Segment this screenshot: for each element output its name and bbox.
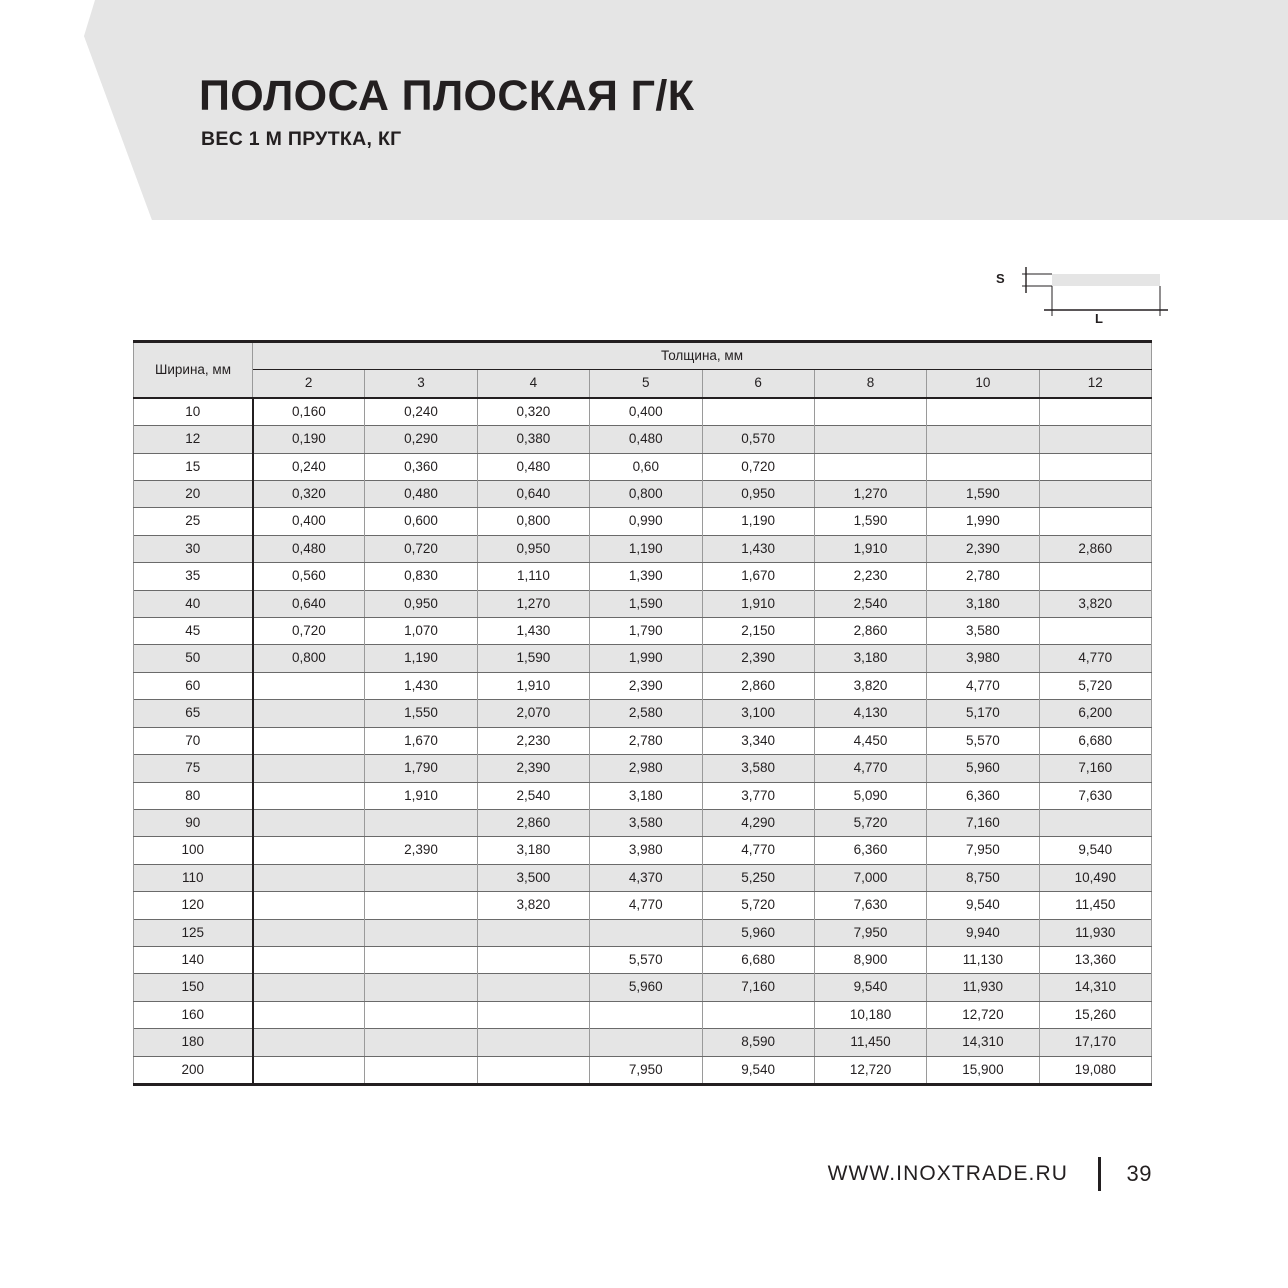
cell-weight: 0,570 bbox=[702, 426, 814, 453]
cell-width: 60 bbox=[134, 672, 253, 699]
cell-weight: 2,390 bbox=[927, 535, 1039, 562]
cell-width: 120 bbox=[134, 892, 253, 919]
cell-width: 125 bbox=[134, 919, 253, 946]
table-row bbox=[134, 837, 1152, 864]
cell-weight: 0,990 bbox=[590, 508, 702, 535]
cell-weight: 3,820 bbox=[814, 672, 926, 699]
cell-weight: 4,770 bbox=[590, 892, 702, 919]
cell-weight bbox=[927, 398, 1039, 426]
cell-weight bbox=[365, 864, 477, 891]
table-row bbox=[134, 453, 1152, 480]
cell-weight bbox=[365, 919, 477, 946]
weight-table-container bbox=[133, 340, 1152, 1086]
cell-weight bbox=[477, 1001, 589, 1028]
cell-weight: 4,770 bbox=[702, 837, 814, 864]
cell-width: 90 bbox=[134, 809, 253, 836]
table-row bbox=[134, 672, 1152, 699]
cell-weight: 1,110 bbox=[477, 563, 589, 590]
cell-weight: 3,770 bbox=[702, 782, 814, 809]
cell-weight: 0,60 bbox=[590, 453, 702, 480]
cell-weight bbox=[1039, 426, 1151, 453]
cell-weight: 5,720 bbox=[1039, 672, 1151, 699]
footer-divider bbox=[1098, 1157, 1101, 1191]
cell-weight: 2,390 bbox=[702, 645, 814, 672]
cell-weight: 4,370 bbox=[590, 864, 702, 891]
cell-weight: 7,950 bbox=[927, 837, 1039, 864]
cell-weight: 6,680 bbox=[702, 946, 814, 973]
cell-weight: 3,980 bbox=[927, 645, 1039, 672]
cell-weight bbox=[253, 946, 365, 973]
table-body bbox=[134, 398, 1152, 1085]
cell-weight: 5,570 bbox=[927, 727, 1039, 754]
cell-weight: 2,780 bbox=[590, 727, 702, 754]
cell-weight bbox=[253, 919, 365, 946]
cell-weight bbox=[253, 809, 365, 836]
cell-weight: 1,550 bbox=[365, 700, 477, 727]
cell-weight: 1,430 bbox=[702, 535, 814, 562]
cell-weight: 2,860 bbox=[1039, 535, 1151, 562]
cell-weight: 0,800 bbox=[253, 645, 365, 672]
cell-weight: 0,240 bbox=[365, 398, 477, 426]
cell-weight: 7,950 bbox=[814, 919, 926, 946]
table-head-row-group bbox=[134, 342, 1152, 370]
cell-weight: 0,240 bbox=[253, 453, 365, 480]
column-group-header-thickness: Толщина, мм bbox=[253, 342, 1152, 370]
cell-weight: 1,590 bbox=[477, 645, 589, 672]
cell-weight: 0,560 bbox=[253, 563, 365, 590]
cell-weight: 17,170 bbox=[1039, 1029, 1151, 1056]
cell-weight: 2,580 bbox=[590, 700, 702, 727]
cell-width: 150 bbox=[134, 974, 253, 1001]
column-header-thickness-10: 10 bbox=[927, 370, 1039, 398]
site-url: WWW.INOXTRADE.RU bbox=[827, 1162, 1069, 1185]
column-header-thickness-2: 2 bbox=[253, 370, 365, 398]
cell-weight: 1,430 bbox=[365, 672, 477, 699]
cell-weight bbox=[1039, 618, 1151, 645]
cell-weight: 11,930 bbox=[927, 974, 1039, 1001]
table-head-row-thickness bbox=[134, 370, 1152, 398]
cell-weight: 1,270 bbox=[477, 590, 589, 617]
cell-weight bbox=[702, 398, 814, 426]
cell-weight: 1,270 bbox=[814, 481, 926, 508]
cell-weight bbox=[1039, 453, 1151, 480]
cell-weight: 8,590 bbox=[702, 1029, 814, 1056]
cell-width: 35 bbox=[134, 563, 253, 590]
cell-weight bbox=[477, 974, 589, 1001]
cell-weight: 2,150 bbox=[702, 618, 814, 645]
table-row bbox=[134, 892, 1152, 919]
cell-weight: 7,160 bbox=[1039, 755, 1151, 782]
cell-weight: 15,260 bbox=[1039, 1001, 1151, 1028]
cell-width: 30 bbox=[134, 535, 253, 562]
cell-weight bbox=[253, 892, 365, 919]
column-header-thickness-6: 6 bbox=[702, 370, 814, 398]
cell-weight: 7,630 bbox=[814, 892, 926, 919]
cell-weight: 2,230 bbox=[477, 727, 589, 754]
cell-weight: 11,130 bbox=[927, 946, 1039, 973]
table-row bbox=[134, 919, 1152, 946]
cell-weight: 1,910 bbox=[365, 782, 477, 809]
cell-weight: 0,800 bbox=[477, 508, 589, 535]
flat-bar-dimension-diagram bbox=[990, 262, 1170, 332]
column-header-thickness-4: 4 bbox=[477, 370, 589, 398]
cell-weight: 2,390 bbox=[477, 755, 589, 782]
cell-weight bbox=[253, 837, 365, 864]
cell-weight: 11,450 bbox=[1039, 892, 1151, 919]
cell-weight: 1,910 bbox=[477, 672, 589, 699]
column-header-thickness-12: 12 bbox=[1039, 370, 1151, 398]
cell-weight: 3,340 bbox=[702, 727, 814, 754]
cell-weight: 19,080 bbox=[1039, 1056, 1151, 1084]
cell-weight bbox=[365, 809, 477, 836]
cell-weight: 1,590 bbox=[814, 508, 926, 535]
cell-weight: 1,070 bbox=[365, 618, 477, 645]
cell-weight: 0,160 bbox=[253, 398, 365, 426]
cell-weight: 11,930 bbox=[1039, 919, 1151, 946]
cell-weight: 0,950 bbox=[702, 481, 814, 508]
cell-width: 25 bbox=[134, 508, 253, 535]
cell-weight: 0,320 bbox=[253, 481, 365, 508]
cell-weight: 15,900 bbox=[927, 1056, 1039, 1084]
cell-weight: 0,600 bbox=[365, 508, 477, 535]
cell-width: 20 bbox=[134, 481, 253, 508]
bar-profile-shape bbox=[1052, 274, 1160, 286]
cell-weight: 0,950 bbox=[477, 535, 589, 562]
page-subtitle: ВЕС 1 М ПРУТКА, КГ bbox=[201, 127, 402, 150]
cell-weight: 9,540 bbox=[814, 974, 926, 1001]
cell-weight: 7,000 bbox=[814, 864, 926, 891]
cell-weight: 3,180 bbox=[927, 590, 1039, 617]
cell-weight: 14,310 bbox=[927, 1029, 1039, 1056]
cell-weight: 0,480 bbox=[477, 453, 589, 480]
cell-weight: 4,770 bbox=[814, 755, 926, 782]
table-row bbox=[134, 809, 1152, 836]
table-row bbox=[134, 782, 1152, 809]
cell-weight: 0,480 bbox=[590, 426, 702, 453]
cell-weight: 2,860 bbox=[814, 618, 926, 645]
cell-weight: 12,720 bbox=[814, 1056, 926, 1084]
cell-weight: 10,490 bbox=[1039, 864, 1151, 891]
table-row bbox=[134, 618, 1152, 645]
cell-weight: 7,630 bbox=[1039, 782, 1151, 809]
cell-weight: 0,480 bbox=[253, 535, 365, 562]
cell-weight: 0,480 bbox=[365, 481, 477, 508]
cell-weight: 0,400 bbox=[590, 398, 702, 426]
cell-weight: 3,820 bbox=[1039, 590, 1151, 617]
cell-weight: 1,190 bbox=[365, 645, 477, 672]
cell-weight: 1,790 bbox=[590, 618, 702, 645]
cell-weight: 3,580 bbox=[927, 618, 1039, 645]
table-row bbox=[134, 590, 1152, 617]
cell-weight: 9,540 bbox=[702, 1056, 814, 1084]
cell-weight bbox=[1039, 398, 1151, 426]
cell-weight: 1,990 bbox=[590, 645, 702, 672]
cell-weight bbox=[365, 892, 477, 919]
cell-weight bbox=[365, 946, 477, 973]
cell-width: 12 bbox=[134, 426, 253, 453]
cell-weight bbox=[365, 974, 477, 1001]
page-footer bbox=[0, 1157, 1288, 1191]
cell-weight: 2,390 bbox=[590, 672, 702, 699]
cell-weight: 9,540 bbox=[1039, 837, 1151, 864]
table-row bbox=[134, 481, 1152, 508]
cell-weight: 4,450 bbox=[814, 727, 926, 754]
cell-weight: 2,540 bbox=[477, 782, 589, 809]
cell-weight: 0,360 bbox=[365, 453, 477, 480]
cell-width: 70 bbox=[134, 727, 253, 754]
cell-weight: 2,780 bbox=[927, 563, 1039, 590]
length-label-l: L bbox=[1095, 311, 1103, 326]
cell-weight bbox=[365, 1056, 477, 1084]
cell-weight bbox=[477, 946, 589, 973]
cell-weight: 13,360 bbox=[1039, 946, 1151, 973]
table-row bbox=[134, 508, 1152, 535]
cell-weight bbox=[253, 700, 365, 727]
cell-weight: 4,290 bbox=[702, 809, 814, 836]
cell-weight bbox=[927, 453, 1039, 480]
cell-width: 50 bbox=[134, 645, 253, 672]
cell-weight: 10,180 bbox=[814, 1001, 926, 1028]
column-header-thickness-8: 8 bbox=[814, 370, 926, 398]
cell-weight: 4,770 bbox=[927, 672, 1039, 699]
cell-weight bbox=[253, 755, 365, 782]
cell-weight: 9,540 bbox=[927, 892, 1039, 919]
cell-weight: 3,180 bbox=[477, 837, 589, 864]
page-title-block bbox=[199, 72, 695, 151]
cell-weight: 1,670 bbox=[702, 563, 814, 590]
table-row bbox=[134, 426, 1152, 453]
cell-weight: 5,090 bbox=[814, 782, 926, 809]
cell-weight bbox=[702, 1001, 814, 1028]
cell-width: 45 bbox=[134, 618, 253, 645]
cell-weight: 3,100 bbox=[702, 700, 814, 727]
table-row bbox=[134, 755, 1152, 782]
cell-weight: 6,680 bbox=[1039, 727, 1151, 754]
cell-weight: 12,720 bbox=[927, 1001, 1039, 1028]
cell-weight: 3,180 bbox=[814, 645, 926, 672]
cell-weight: 0,320 bbox=[477, 398, 589, 426]
cell-weight: 4,130 bbox=[814, 700, 926, 727]
cell-weight: 1,430 bbox=[477, 618, 589, 645]
cell-weight bbox=[253, 864, 365, 891]
cell-width: 180 bbox=[134, 1029, 253, 1056]
table-row bbox=[134, 1001, 1152, 1028]
cell-weight: 2,860 bbox=[702, 672, 814, 699]
cell-weight: 0,950 bbox=[365, 590, 477, 617]
cell-weight bbox=[253, 672, 365, 699]
cell-weight: 0,290 bbox=[365, 426, 477, 453]
cell-weight bbox=[1039, 508, 1151, 535]
table-row bbox=[134, 974, 1152, 1001]
cell-width: 80 bbox=[134, 782, 253, 809]
cell-weight bbox=[1039, 481, 1151, 508]
cell-width: 200 bbox=[134, 1056, 253, 1084]
cell-weight: 5,170 bbox=[927, 700, 1039, 727]
cell-weight: 1,590 bbox=[927, 481, 1039, 508]
cell-weight bbox=[1039, 809, 1151, 836]
cell-weight: 1,390 bbox=[590, 563, 702, 590]
cell-weight bbox=[814, 453, 926, 480]
cell-weight bbox=[477, 919, 589, 946]
weight-spec-table bbox=[133, 340, 1152, 1086]
cell-width: 15 bbox=[134, 453, 253, 480]
cell-weight: 0,720 bbox=[365, 535, 477, 562]
cell-weight bbox=[253, 1029, 365, 1056]
cell-weight: 2,980 bbox=[590, 755, 702, 782]
cell-weight: 3,580 bbox=[702, 755, 814, 782]
cell-weight: 2,540 bbox=[814, 590, 926, 617]
cell-weight: 6,360 bbox=[814, 837, 926, 864]
cell-weight: 2,070 bbox=[477, 700, 589, 727]
cell-weight bbox=[365, 1029, 477, 1056]
cell-weight: 2,390 bbox=[365, 837, 477, 864]
cell-weight: 5,720 bbox=[814, 809, 926, 836]
cell-weight: 3,580 bbox=[590, 809, 702, 836]
cell-weight: 5,250 bbox=[702, 864, 814, 891]
cell-weight: 3,980 bbox=[590, 837, 702, 864]
table-row bbox=[134, 563, 1152, 590]
cell-weight: 0,640 bbox=[477, 481, 589, 508]
cell-weight bbox=[253, 974, 365, 1001]
cell-width: 110 bbox=[134, 864, 253, 891]
cell-weight: 5,960 bbox=[927, 755, 1039, 782]
cell-weight: 3,820 bbox=[477, 892, 589, 919]
cell-weight bbox=[1039, 563, 1151, 590]
table-row bbox=[134, 645, 1152, 672]
cell-weight: 0,800 bbox=[590, 481, 702, 508]
cell-weight: 5,720 bbox=[702, 892, 814, 919]
cell-weight bbox=[477, 1056, 589, 1084]
column-header-thickness-3: 3 bbox=[365, 370, 477, 398]
cell-weight: 6,360 bbox=[927, 782, 1039, 809]
cell-weight: 0,720 bbox=[702, 453, 814, 480]
table-row bbox=[134, 535, 1152, 562]
cell-weight: 0,830 bbox=[365, 563, 477, 590]
cell-weight bbox=[927, 426, 1039, 453]
cell-weight: 7,950 bbox=[590, 1056, 702, 1084]
cell-weight bbox=[477, 1029, 589, 1056]
cell-weight bbox=[365, 1001, 477, 1028]
cell-weight bbox=[814, 426, 926, 453]
cell-weight: 5,960 bbox=[702, 919, 814, 946]
cell-width: 75 bbox=[134, 755, 253, 782]
cell-weight: 1,990 bbox=[927, 508, 1039, 535]
cell-width: 10 bbox=[134, 398, 253, 426]
column-header-width: Ширина, мм bbox=[134, 342, 253, 398]
cell-weight: 5,570 bbox=[590, 946, 702, 973]
cell-weight bbox=[814, 398, 926, 426]
column-header-thickness-5: 5 bbox=[590, 370, 702, 398]
cell-weight: 2,230 bbox=[814, 563, 926, 590]
cell-weight: 1,790 bbox=[365, 755, 477, 782]
cell-weight: 0,190 bbox=[253, 426, 365, 453]
cell-weight: 4,770 bbox=[1039, 645, 1151, 672]
cell-weight: 1,590 bbox=[590, 590, 702, 617]
cell-weight bbox=[253, 727, 365, 754]
cell-width: 140 bbox=[134, 946, 253, 973]
table-row bbox=[134, 1029, 1152, 1056]
table-row bbox=[134, 398, 1152, 426]
cell-weight: 0,720 bbox=[253, 618, 365, 645]
cell-weight: 14,310 bbox=[1039, 974, 1151, 1001]
table-head bbox=[134, 342, 1152, 398]
cell-weight: 1,910 bbox=[702, 590, 814, 617]
cell-weight: 6,200 bbox=[1039, 700, 1151, 727]
cell-weight: 3,500 bbox=[477, 864, 589, 891]
table-row bbox=[134, 700, 1152, 727]
cell-weight: 9,940 bbox=[927, 919, 1039, 946]
thickness-label-s: S bbox=[996, 271, 1005, 286]
cell-weight bbox=[590, 1029, 702, 1056]
cell-weight bbox=[590, 919, 702, 946]
cell-weight: 11,450 bbox=[814, 1029, 926, 1056]
cell-width: 65 bbox=[134, 700, 253, 727]
cell-weight bbox=[253, 782, 365, 809]
table-row bbox=[134, 864, 1152, 891]
cell-weight: 2,860 bbox=[477, 809, 589, 836]
page-number: 39 bbox=[1126, 1161, 1152, 1186]
cell-weight: 0,640 bbox=[253, 590, 365, 617]
table-row bbox=[134, 727, 1152, 754]
cell-weight: 1,670 bbox=[365, 727, 477, 754]
cell-weight: 1,910 bbox=[814, 535, 926, 562]
cell-weight: 0,380 bbox=[477, 426, 589, 453]
cell-weight: 7,160 bbox=[702, 974, 814, 1001]
cell-weight: 0,400 bbox=[253, 508, 365, 535]
cell-weight: 8,900 bbox=[814, 946, 926, 973]
table-row bbox=[134, 946, 1152, 973]
cell-weight bbox=[253, 1056, 365, 1084]
cell-width: 40 bbox=[134, 590, 253, 617]
cell-width: 100 bbox=[134, 837, 253, 864]
cell-weight: 1,190 bbox=[590, 535, 702, 562]
cell-weight: 8,750 bbox=[927, 864, 1039, 891]
cell-weight: 3,180 bbox=[590, 782, 702, 809]
cell-weight: 7,160 bbox=[927, 809, 1039, 836]
cell-weight: 5,960 bbox=[590, 974, 702, 1001]
cell-weight bbox=[253, 1001, 365, 1028]
cell-width: 160 bbox=[134, 1001, 253, 1028]
page-title: ПОЛОСА ПЛОСКАЯ Г/К bbox=[199, 72, 695, 120]
cell-weight bbox=[590, 1001, 702, 1028]
table-row bbox=[134, 1056, 1152, 1084]
cell-weight: 1,190 bbox=[702, 508, 814, 535]
